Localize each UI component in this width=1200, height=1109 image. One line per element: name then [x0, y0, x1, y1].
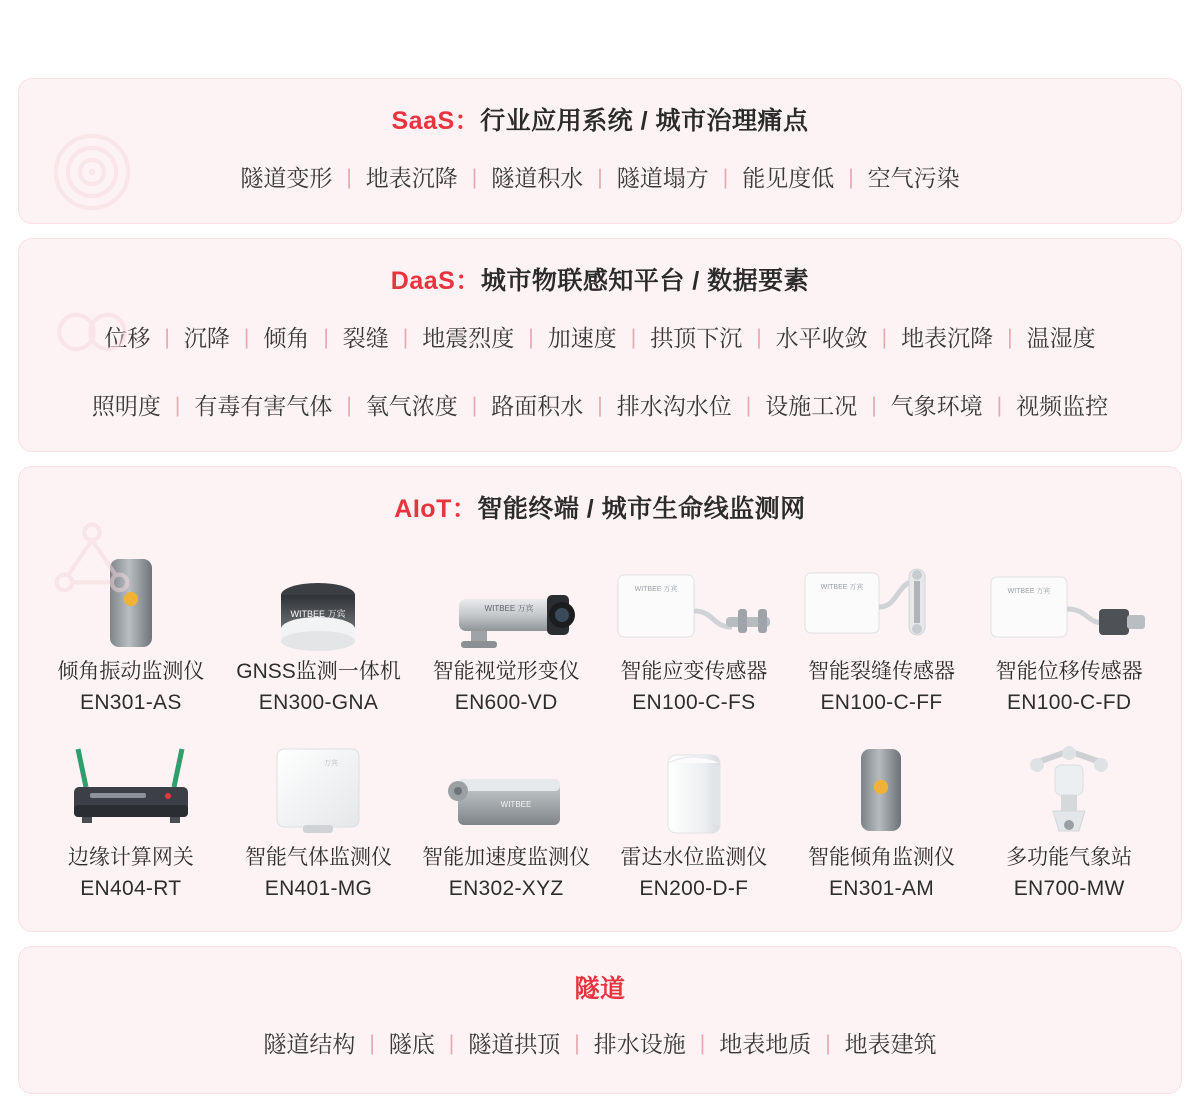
- device-model: EN301-AS: [80, 691, 182, 714]
- layer-card-scene: [18, 946, 1182, 1094]
- list-item: 水平收敛: [775, 325, 868, 351]
- accel-block-icon: [414, 729, 598, 837]
- gnss-cylinder-icon: [227, 543, 411, 651]
- separator: |: [323, 326, 329, 349]
- layer-prefix-daas: DaaS：: [390, 267, 481, 295]
- layer-subtitle-saas: 行业应用系统 / 城市治理痛点: [480, 107, 809, 135]
- separator: |: [745, 394, 752, 417]
- list-item: 照明度: [91, 393, 161, 419]
- separator: |: [597, 394, 603, 417]
- separator: |: [346, 394, 352, 417]
- list-item[interactable]: [788, 539, 976, 719]
- list-item[interactable]: [600, 539, 788, 719]
- infinity-icon: [49, 289, 135, 375]
- list-item: 空气污染: [867, 165, 960, 191]
- plate-crack-icon: [790, 543, 974, 651]
- list-item: 拱顶下沉: [650, 325, 743, 351]
- layer-title-aiot: [19, 467, 1181, 531]
- separator: |: [699, 1032, 706, 1055]
- tag-row-daas-1: [19, 303, 1181, 383]
- separator: |: [722, 166, 729, 189]
- separator: |: [1007, 326, 1013, 349]
- list-item: 有毒有害气体: [194, 393, 333, 419]
- list-item: 排水设施: [593, 1031, 686, 1057]
- device-name: 多功能气象站: [1006, 846, 1133, 869]
- list-item: 视频监控: [1016, 393, 1109, 419]
- list-item: 隧道积水: [491, 165, 584, 191]
- separator: |: [164, 326, 170, 349]
- device-name: 雷达水位监测仪: [620, 846, 768, 869]
- device-model: EN302-XYZ: [448, 877, 564, 900]
- device-model: EN600-VD: [454, 691, 558, 714]
- list-item: 气象环境: [890, 393, 983, 419]
- list-item[interactable]: [600, 725, 788, 905]
- network-nodes-icon: [49, 517, 135, 603]
- separator: |: [881, 326, 888, 349]
- svg-text:WITBEE 万宾: WITBEE 万宾: [290, 609, 346, 619]
- layer-card-daas: [18, 238, 1182, 452]
- device-model: EN300-GNA: [258, 691, 379, 714]
- device-grid: [19, 531, 1181, 931]
- plate-displacement-icon: [977, 543, 1161, 651]
- device-model: EN100-C-FF: [820, 691, 943, 714]
- target-rings-icon: [49, 129, 135, 215]
- device-name: 智能应变传感器: [620, 660, 768, 683]
- device-name: 智能加速度监测仪: [422, 846, 591, 869]
- separator: |: [528, 326, 534, 349]
- layer-title-scene: [19, 947, 1181, 1009]
- router-gateway-icon: [39, 729, 223, 837]
- list-item: 路面积水: [491, 393, 584, 419]
- weather-station-icon: [977, 729, 1161, 837]
- list-item: 地表地质: [719, 1031, 812, 1057]
- list-item: 隧道变形: [240, 165, 333, 191]
- layer-title-saas: [19, 79, 1181, 143]
- separator: |: [848, 166, 854, 189]
- separator: |: [243, 326, 250, 349]
- list-item: 隧道拱顶: [468, 1031, 561, 1057]
- layer-card-saas: [18, 78, 1182, 224]
- layer-card-aiot: [18, 466, 1182, 932]
- device-name: GNSS监测一体机: [236, 660, 401, 683]
- list-item: 地表建筑: [844, 1031, 937, 1057]
- layer-subtitle-daas: 城市物联感知平台 / 数据要素: [480, 267, 810, 295]
- separator: |: [630, 326, 637, 349]
- list-item: 地表沉降: [901, 325, 994, 351]
- separator: |: [996, 394, 1003, 417]
- list-item[interactable]: [412, 725, 600, 905]
- svg-text:万宾: 万宾: [324, 760, 339, 767]
- list-item: 氧气浓度: [365, 393, 458, 419]
- tilt-sensor-icon: [790, 729, 974, 837]
- device-model: EN100-C-FD: [1006, 691, 1132, 714]
- tag-row-saas: [19, 143, 1181, 223]
- list-item: 设施工况: [765, 393, 858, 419]
- layer-subtitle-scene: 隧道: [574, 975, 626, 1003]
- layer-title-daas: [19, 239, 1181, 303]
- list-item[interactable]: [225, 539, 413, 719]
- list-item: 排水沟水位: [616, 393, 732, 419]
- separator: |: [471, 166, 478, 189]
- layer-prefix-aiot: AIoT：: [394, 495, 478, 523]
- separator: |: [756, 326, 762, 349]
- list-item: 地震烈度: [422, 325, 515, 351]
- device-model: EN404-RT: [80, 877, 182, 900]
- separator: |: [346, 166, 352, 189]
- tag-row-daas-2: [19, 383, 1181, 451]
- device-name: 智能位移传感器: [995, 660, 1143, 683]
- device-model: EN200-D-F: [639, 877, 749, 900]
- svg-text:WITBEE 万宾: WITBEE 万宾: [634, 586, 678, 593]
- svg-text:WITBEE: WITBEE: [500, 800, 532, 809]
- svg-text:WITBEE 万宾: WITBEE 万宾: [821, 584, 864, 591]
- svg-text:WITBEE 万宾: WITBEE 万宾: [1007, 588, 1051, 595]
- list-item: 能见度低: [742, 165, 835, 191]
- separator: |: [402, 326, 409, 349]
- list-item[interactable]: [412, 539, 600, 719]
- device-model: EN301-AM: [828, 877, 935, 900]
- layer-subtitle-aiot: 智能终端 / 城市生命线监测网: [477, 495, 806, 523]
- separator: |: [448, 1032, 455, 1055]
- device-name: 倾角振动监测仪: [57, 660, 205, 683]
- separator: |: [871, 394, 877, 417]
- list-item: 温湿度: [1026, 325, 1096, 351]
- device-model: EN401-MG: [264, 877, 373, 900]
- device-name: 边缘计算网关: [67, 846, 194, 869]
- separator: |: [471, 394, 478, 417]
- separator: |: [825, 1032, 831, 1055]
- radar-level-icon: [602, 729, 786, 837]
- list-item: 隧道结构: [263, 1031, 356, 1057]
- gas-box-icon: [227, 729, 411, 837]
- separator: |: [369, 1032, 375, 1055]
- list-item[interactable]: [788, 725, 976, 905]
- list-item: 地表沉降: [365, 165, 458, 191]
- list-item: 倾角: [263, 325, 310, 351]
- svg-text:WITBEE 万宾: WITBEE 万宾: [484, 604, 534, 613]
- device-model: EN700-MW: [1013, 877, 1125, 900]
- list-item[interactable]: [225, 725, 413, 905]
- device-name: 智能倾角监测仪: [807, 846, 955, 869]
- list-item: 隧底: [388, 1031, 435, 1057]
- list-item[interactable]: [975, 725, 1163, 905]
- list-item: 加速度: [547, 325, 617, 351]
- device-name: 智能气体监测仪: [244, 846, 392, 869]
- tag-row-scene: [19, 1009, 1181, 1093]
- separator: |: [574, 1032, 580, 1055]
- layer-prefix-saas: SaaS：: [391, 107, 481, 135]
- list-item[interactable]: [37, 725, 225, 905]
- bullet-camera-icon: [414, 543, 598, 651]
- list-item: 隧道塌方: [616, 165, 709, 191]
- separator: |: [174, 394, 181, 417]
- device-name: 智能裂缝传感器: [807, 660, 955, 683]
- list-item: 裂缝: [342, 325, 389, 351]
- list-item: 位移: [104, 325, 151, 351]
- list-item: 沉降: [183, 325, 230, 351]
- device-model: EN100-C-FS: [632, 691, 756, 714]
- device-name: 智能视觉形变仪: [432, 660, 580, 683]
- plate-strain-icon: [602, 543, 786, 651]
- list-item[interactable]: [975, 539, 1163, 719]
- separator: |: [597, 166, 603, 189]
